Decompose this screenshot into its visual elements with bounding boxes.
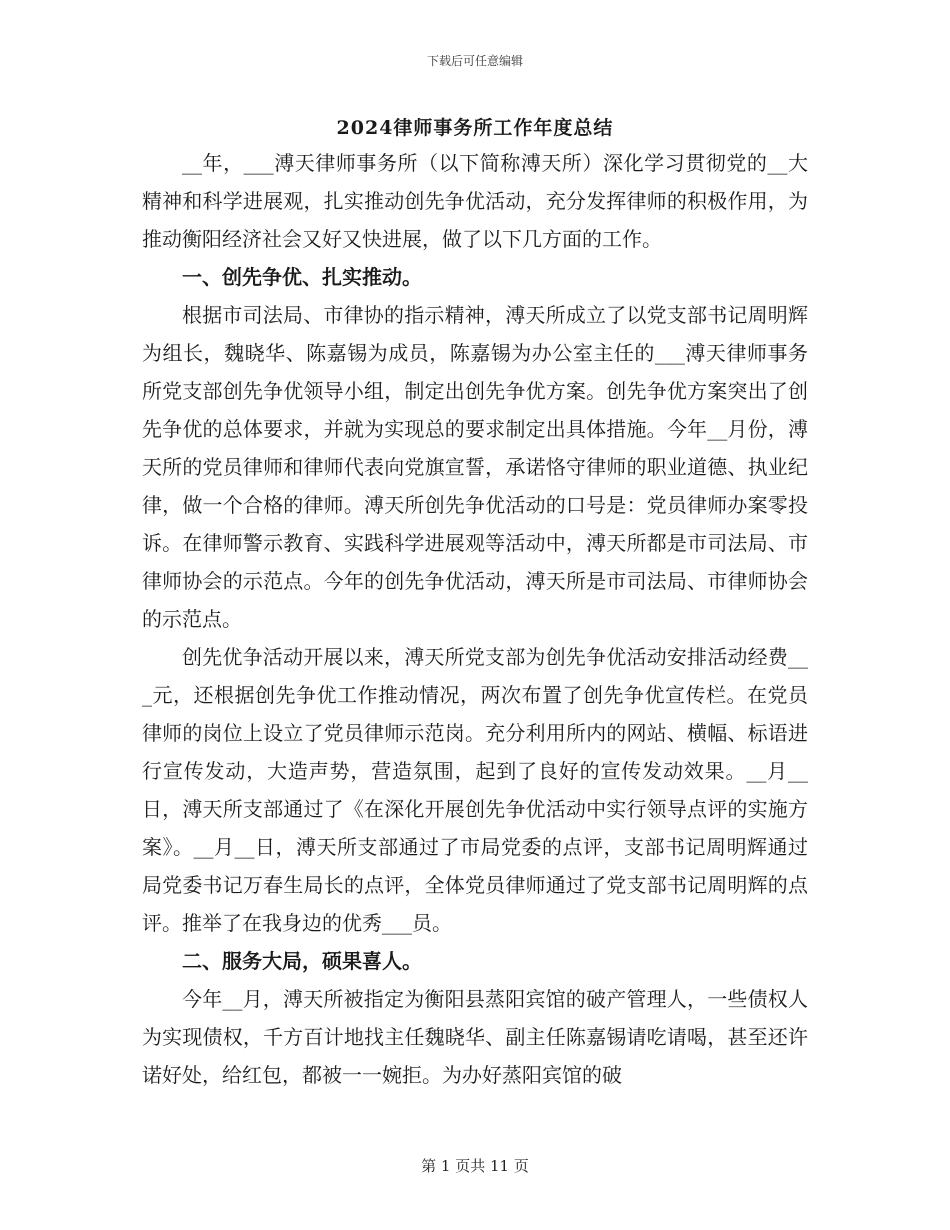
section-1-paragraph-2: 创先优争活动开展以来，溥天所党支部为创先争优活动安排活动经费___元，还根据创先争优工作推动情况，两次布置了创先争优宣传栏。在党员律师的岗位上设立了党员律师示范岗。充分利用所内的网站、横幅、标语进行宣传发动，大造声势，营造氛围，起到了良好的宣传发动效果。__月__日，溥天所支部通过了《在深化开展创先争优活动中实行领导点评的实施方案》。__月__日，溥天所支部通过了市局党委的点评，支部书记周明辉通过局党委书记万春生局长的点评，全体党员律师通过了党支部书记周明辉的点评。推举了在我身边的优秀___员。 [142, 645, 808, 935]
section-1-heading: 一、创先争优、扎实推动。 [182, 265, 422, 289]
page-number: 第 1 页共 11 页 [421, 1157, 529, 1175]
section-2-paragraph-1: 今年__月，溥天所被指定为衡阳县蒸阳宾馆的破产管理人，一些债权人为实现债权，千方百计地找主任魏晓华、副主任陈嘉锡请吃请喝，甚至还许诺好处，给红包，都被一一婉拒。为办好蒸阳宾馆的破 [142, 987, 808, 1087]
document-body [142, 144, 808, 1094]
intro-paragraph: __年，___溥天律师事务所（以下简称溥天所）深化学习贯彻党的__大精神和科学进展观，扎实推动创先争优活动，充分发挥律师的积极作用，为推动衡阳经济社会又好又快进展，做了以下几方面的工作。 [142, 151, 808, 251]
document-title: 2024律师事务所工作年度总结 [336, 117, 614, 139]
page-header-note: 下载后可任意编辑 [426, 54, 523, 68]
section-2-heading: 二、服务大局，硕果喜人。 [182, 949, 422, 973]
section-1-paragraph-1: 根据市司法局、市律协的指示精神，溥天所成立了以党支部书记周明辉为组长，魏晓华、陈嘉锡为成员，陈嘉锡为办公室主任的___溥天律师事务所党支部创先争优领导小组，制定出创先争优方案。创先争优方案突出了创先争优的总体要求，并就为实现总的要求制定出具体措施。今年__月份，溥天所的党员律师和律师代表向党旗宣誓，承诺恪守律师的职业道德、执业纪律，做一个合格的律师。溥天所创先争优活动的口号是：党员律师办案零投诉。在律师警示教育、实践科学进展观等活动中，溥天所都是市司法局、市律师协会的示范点。今年的创先争优活动，溥天所是市司法局、市律师协会的示范点。 [142, 303, 808, 631]
